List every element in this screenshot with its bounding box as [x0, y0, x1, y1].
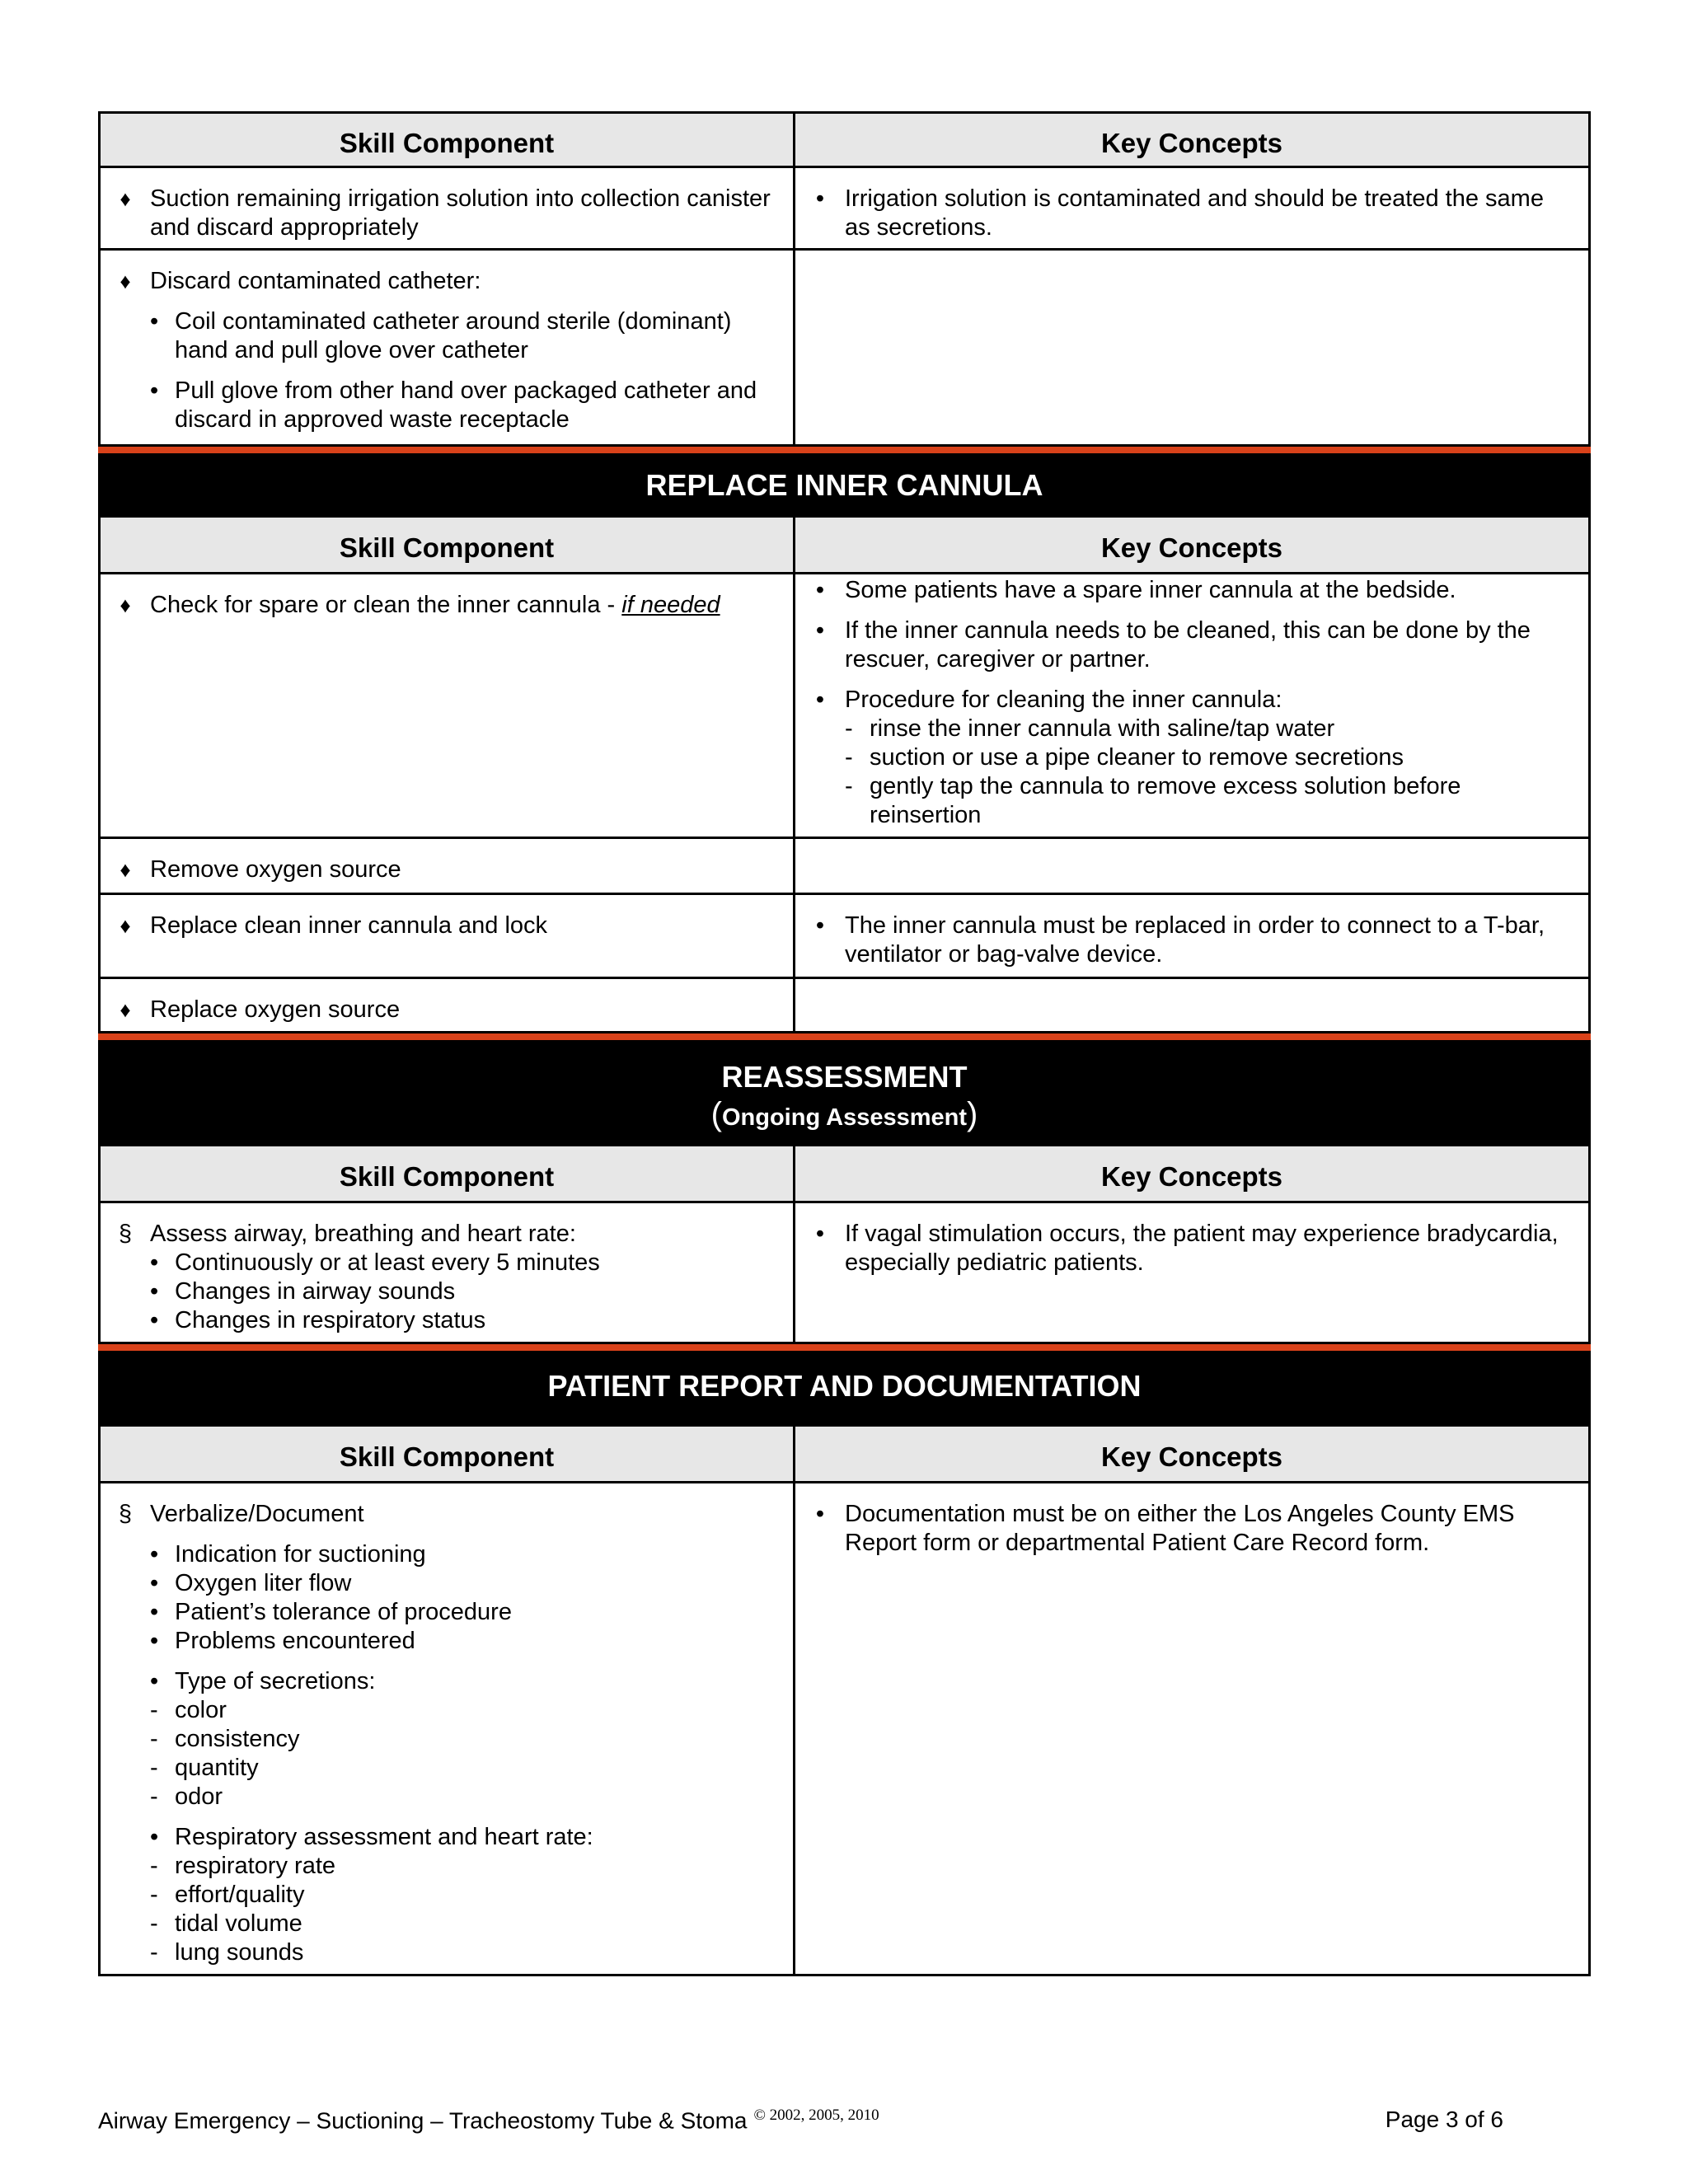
- sub-item: Changes in respiratory status: [175, 1307, 486, 1333]
- sub-item: Type of secretions:: [175, 1668, 376, 1694]
- concept-text: The inner cannula must be replaced in order to connect to a T-bar, ventilator or bag-valve device.: [845, 912, 1545, 968]
- sub-sub-item: consistency: [175, 1726, 300, 1752]
- column-header-row: [98, 111, 1591, 168]
- sub-item: Oxygen liter flow: [175, 1570, 352, 1596]
- column-header-row: [98, 1146, 1591, 1203]
- concept-text: Procedure for cleaning the inner cannula:: [845, 687, 1282, 713]
- key-concepts-header: Key Concepts: [1100, 1441, 1283, 1472]
- bullet-icon: •: [815, 687, 825, 713]
- sub-item: Problems encountered: [175, 1628, 415, 1654]
- section-sign-icon: §: [118, 1501, 133, 1527]
- diamond-icon: ♦: [120, 913, 131, 938]
- sub-item: Respiratory assessment and heart rate:: [175, 1824, 593, 1850]
- sub-sub-item: effort/quality: [175, 1882, 305, 1908]
- skill-component-header: Skill Component: [101, 114, 795, 166]
- page-footer: [98, 2107, 1503, 2134]
- concept-text: If vagal stimulation occurs, the patient may experience bradycardia, especially pediatric patients.: [845, 1221, 1559, 1276]
- concept-sub: suction or use a pipe cleaner to remove secretions: [870, 744, 1404, 771]
- dash-icon: -: [150, 1697, 158, 1723]
- sub-item: Coil contaminated catheter around sterile (dominant) hand and pull glove over catheter: [175, 308, 732, 363]
- footer-copyright: © 2002, 2005, 2010: [753, 2107, 879, 2124]
- key-concepts-header: Key Concepts: [1100, 532, 1283, 563]
- footer-title: Airway Emergency – Suctioning – Tracheostomy Tube & Stoma: [98, 2107, 748, 2134]
- bullet-icon: •: [815, 617, 825, 644]
- page-number: Page 3 of 6: [1385, 2107, 1503, 2132]
- dash-icon: -: [150, 1755, 158, 1781]
- skill-text-emphasis: if needed: [621, 592, 720, 618]
- table-row: [98, 574, 1591, 839]
- skill-component-header: Skill Component: [101, 1146, 795, 1201]
- sub-item: Changes in airway sounds: [175, 1278, 456, 1305]
- section-band: [98, 1344, 1591, 1427]
- skill-component-header: Skill Component: [101, 1427, 795, 1481]
- skill-text: Replace oxygen source: [150, 996, 401, 1023]
- bullet-icon: •: [150, 1628, 159, 1654]
- sub-sub-item: color: [175, 1697, 227, 1723]
- skill-text-main: Check for spare or clean the inner cannula -: [150, 592, 622, 618]
- bullet-icon: •: [815, 577, 825, 603]
- table-row: [98, 895, 1591, 979]
- dash-icon: -: [150, 1939, 158, 1966]
- key-concepts-header: Key Concepts: [1100, 1161, 1283, 1192]
- orange-rule: [98, 1033, 1591, 1040]
- bullet-icon: •: [815, 1221, 825, 1247]
- orange-rule: [98, 1344, 1591, 1351]
- skill-text: Replace clean inner cannula and lock: [150, 912, 548, 939]
- dash-icon: -: [150, 1726, 158, 1752]
- bullet-icon: •: [815, 1501, 825, 1527]
- skill-text: Remove oxygen source: [150, 856, 401, 883]
- section-band: [98, 447, 1591, 518]
- concept-text: Irrigation solution is contaminated and should be treated the same as secretions.: [845, 185, 1544, 241]
- bullet-icon: •: [150, 377, 159, 404]
- table-row: [98, 168, 1591, 251]
- bullet-icon: •: [815, 912, 825, 939]
- section-title: PATIENT REPORT AND DOCUMENTATION: [547, 1369, 1142, 1403]
- dash-icon: -: [150, 1853, 158, 1879]
- dash-icon: -: [845, 773, 853, 799]
- sub-sub-item: odor: [175, 1783, 223, 1810]
- bullet-icon: •: [150, 1278, 159, 1305]
- column-header-row: [98, 518, 1591, 574]
- section-sign-icon: §: [118, 1221, 133, 1247]
- diamond-icon: ♦: [120, 857, 131, 882]
- bullet-icon: •: [150, 1599, 159, 1625]
- bullet-icon: •: [150, 1668, 159, 1694]
- column-header-row: [98, 1427, 1591, 1483]
- skill-text: Verbalize/Document: [150, 1501, 364, 1527]
- table-row: [98, 839, 1591, 895]
- diamond-icon: ♦: [120, 593, 131, 617]
- section-title: REPLACE INNER CANNULA: [645, 468, 1043, 502]
- dash-icon: -: [845, 715, 853, 742]
- bullet-icon: •: [150, 308, 159, 335]
- diamond-icon: ♦: [120, 997, 131, 1022]
- skill-text: Discard contaminated catheter:: [150, 268, 481, 294]
- skill-text: Assess airway, breathing and heart rate:: [150, 1221, 576, 1247]
- table-row: [98, 1203, 1591, 1344]
- diamond-icon: ♦: [120, 269, 131, 293]
- sub-sub-item: tidal volume: [175, 1910, 302, 1937]
- sub-item: Pull glove from other hand over packaged catheter and discard in approved waste receptacle: [175, 377, 757, 433]
- section-band: [98, 1033, 1591, 1146]
- concept-sub: gently tap the cannula to remove excess solution before reinsertion: [870, 773, 1461, 828]
- concept-text: Documentation must be on either the Los Angeles County EMS Report form or departmental Patient Care Record form.: [845, 1501, 1515, 1556]
- table-row: [98, 979, 1591, 1033]
- sub-item: Patient’s tolerance of procedure: [175, 1599, 512, 1625]
- key-concepts-header: Key Concepts: [1100, 127, 1283, 158]
- section-title: REASSESSMENT: [721, 1060, 968, 1094]
- bullet-icon: •: [150, 1249, 159, 1276]
- orange-rule: [98, 447, 1591, 453]
- bullet-icon: •: [150, 1307, 159, 1333]
- document-table: [98, 111, 1591, 1976]
- concept-text: If the inner cannula needs to be cleaned, this can be done by the rescuer, caregiver or partner.: [845, 617, 1531, 673]
- diamond-icon: ♦: [120, 186, 131, 211]
- sub-sub-item: respiratory rate: [175, 1853, 336, 1879]
- bullet-icon: •: [815, 185, 825, 212]
- section-subtitle-text: Ongoing Assessment: [721, 1104, 968, 1131]
- table-row: [98, 1483, 1591, 1976]
- skill-text: [150, 591, 720, 620]
- bullet-icon: •: [150, 1570, 159, 1596]
- skill-component-header: Skill Component: [101, 518, 795, 572]
- sub-sub-item: quantity: [175, 1755, 259, 1781]
- skill-text: Suction remaining irrigation solution into collection canister and discard appropriately: [150, 185, 771, 241]
- concept-sub: rinse the inner cannula with saline/tap water: [870, 715, 1335, 742]
- concept-text: Some patients have a spare inner cannula at the bedside.: [845, 577, 1456, 603]
- dash-icon: -: [845, 744, 853, 771]
- dash-icon: -: [150, 1783, 158, 1810]
- section-subtitle: (Ongoing Assessment): [710, 1096, 978, 1132]
- dash-icon: -: [150, 1910, 158, 1937]
- sub-sub-item: lung sounds: [175, 1939, 304, 1966]
- bullet-icon: •: [150, 1824, 159, 1850]
- dash-icon: -: [150, 1882, 158, 1908]
- sub-item: Indication for suctioning: [175, 1541, 426, 1568]
- bullet-icon: •: [150, 1541, 159, 1568]
- sub-item: Continuously or at least every 5 minutes: [175, 1249, 600, 1276]
- table-row: [98, 251, 1591, 447]
